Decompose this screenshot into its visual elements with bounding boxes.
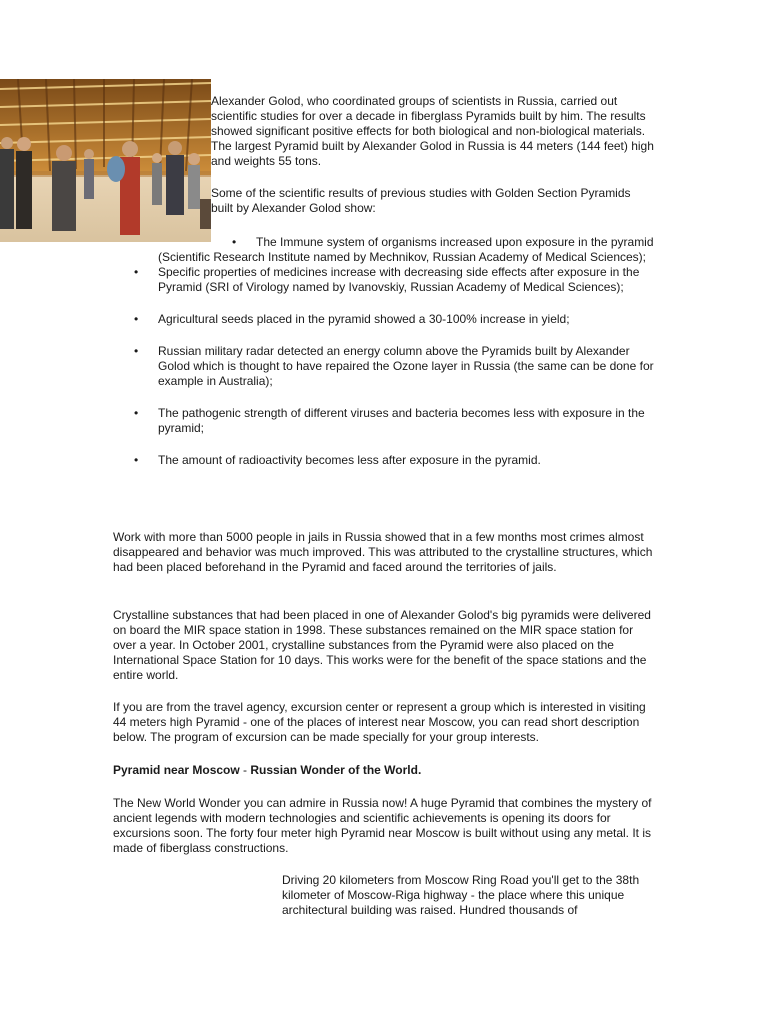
heading-part-2: Russian Wonder of the World. — [250, 763, 422, 777]
travel-agency-paragraph: If you are from the travel agency, excursion center or represent a group which is interested in visiting 44 meters high Pyramid - one of the places of interest near Moscow, you can read short description below. The program of excursion can be made specially for your group interests. — [113, 700, 646, 744]
list-item: • Agricultural seeds placed in the pyramid showed a 30-100% increase in yield; — [158, 312, 658, 327]
list-item: • The pathogenic strength of different viruses and bacteria becomes less with exposure in the pyramid; — [158, 406, 658, 436]
space-station-paragraph: Crystalline substances that had been placed in one of Alexander Golod's big pyramids were delivered on board the MIR space station in 1998. These substances remained on the MIR space station for over a year. In October 2001, crystalline substances from the Pyramid were also placed on the International Space Station for 10 days. This works were for the benefit of the space stations and the entire world. — [113, 608, 651, 682]
pyramid-interior-photo — [0, 79, 211, 242]
list-item: • The amount of radioactivity becomes less after exposure in the pyramid. — [158, 453, 658, 468]
results-list — [158, 235, 658, 468]
wonder-paragraph: The New World Wonder you can admire in Russia now! A huge Pyramid that combines the mystery of ancient legends with modern technologies and scientific achievements is opening its doors for excursions soon. The forty four meter high Pyramid near Moscow is built without using any metal. It is made of fiberglass constructions. — [113, 796, 652, 855]
intro-paragraph: Alexander Golod, who coordinated groups of scientists in Russia, carried out scientific studies for over a decade in fiberglass Pyramids built by him. The results showed significant positive effects for both biological and non-biological materials. The largest Pyramid built by Alexander Golod in Russia is 44 meters (144 feet) high and weights 55 tons. — [211, 94, 654, 168]
list-item: • Specific properties of medicines increase with decreasing side effects after exposure in the Pyramid (SRI of Virology named by Ivanovskiy, Russian Academy of Medical Sciences); — [158, 265, 658, 295]
driving-paragraph: Driving 20 kilometers from Moscow Ring Road you'll get to the 38th kilometer of Moscow-Riga highway - the place where this unique architectural building was raised. Hundred thousands of — [282, 873, 640, 917]
heading-part-1: Pyramid near Moscow — [113, 763, 240, 777]
heading-separator: - — [239, 763, 251, 777]
list-item: • Russian military radar detected an energy column above the Pyramids built by Alexander Golod which is thought to have repaired the Ozone layer in Russia (the same can be done for example in Australia); — [158, 344, 658, 389]
list-item: • The Immune system of organisms increased upon exposure in the pyramid (Scientific Research Institute named by Mechnikov, Russian Academy of Medical Sciences); — [158, 235, 658, 265]
results-intro: Some of the scientific results of previous studies with Golden Section Pyramids built by Alexander Golod show: — [211, 186, 631, 215]
jails-paragraph: Work with more than 5000 people in jails in Russia showed that in a few months most crimes almost disappeared and behavior was much improved. This was attributed to the crystalline structures, which had been placed beforehand in the Pyramid and faced around the territories of jails. — [113, 530, 653, 574]
section-heading — [113, 763, 421, 778]
